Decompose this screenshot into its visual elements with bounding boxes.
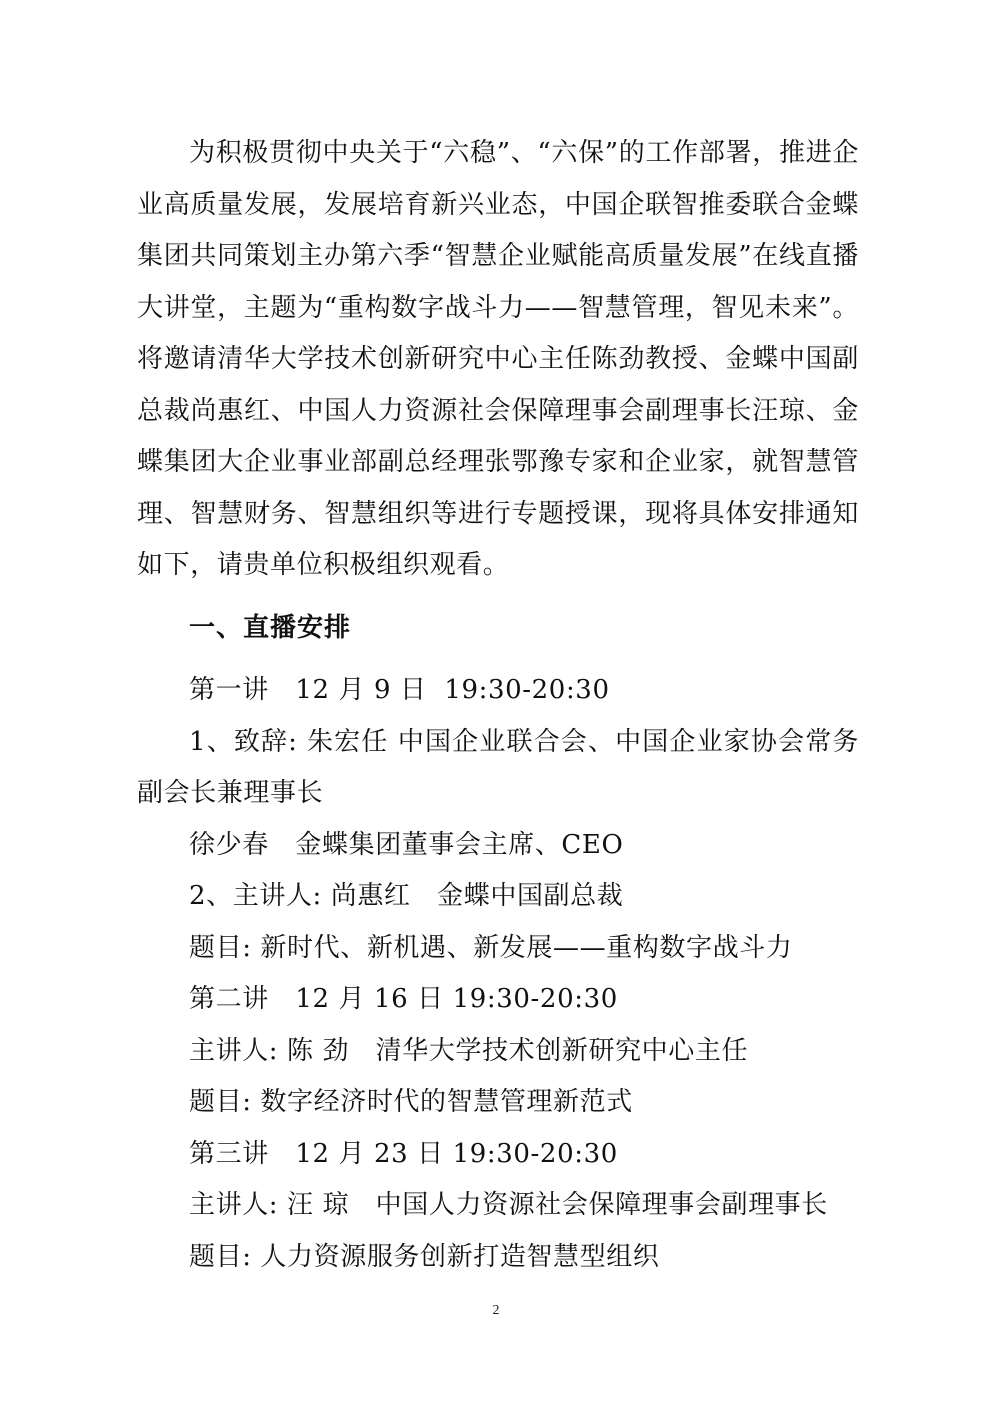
- schedule-line-topic-1: 题目: 新时代、新机遇、新发展——重构数字战斗力: [189, 932, 793, 963]
- intro-paragraph: 为积极贯彻中央关于“六稳”、“六保”的工作部署，推进企业高质量发展，发展培育新兴业态，中国企联智推委联合金蝶集团共同策划主办第六季“智慧企业赋能高质量发展”在线直播大讲堂，主题为“重构数字战斗力——智慧管理，智见未来”。将邀请清华大学技术创新研究中心主任陈劲教授、金蝶中国副总裁尚惠红、中国人力资源社会保障理事会副理事长汪琼、金蝶集团大企业事业部副总经理张鄂豫专家和企业家，就智慧管理、智慧财务、智慧组织等进行专题授课，现将具体安排通知如下，请贵单位积极组织观看。: [137, 138, 859, 580]
- schedule-line-topic-2: 题目: 数字经济时代的智慧管理新范式: [189, 1087, 633, 1117]
- schedule-line-lecturer-2: 主讲人: 陈 劲 清华大学技术创新研究中心主任: [189, 1035, 749, 1066]
- schedule-line-topic-3: 题目: 人力资源服务创新打造智慧型组织: [189, 1241, 660, 1272]
- schedule-line-opening-speech: 1、致辞: 朱宏任 中国企业联合会、中国企业家协会常务副会长兼理事长: [137, 726, 859, 808]
- schedule-line-lecture-3: 第三讲 12 月 23 日 19:30-20:30: [189, 1138, 618, 1169]
- schedule-line-lecture-2: 第二讲 12 月 16 日 19:30-20:30: [189, 984, 618, 1014]
- schedule-line-lecturer-1: 2、主讲人: 尚惠红 金蝶中国副总裁: [189, 881, 624, 911]
- schedule-line-second-speaker: 徐少春 金蝶集团董事会主席、CEO: [189, 829, 624, 860]
- schedule-list: [137, 665, 859, 1283]
- page-number: 2: [492, 1303, 500, 1318]
- schedule-line-lecture-1: 第一讲 12 月 9 日 19:30-20:30: [189, 675, 610, 705]
- section-heading-live-schedule: 一、直播安排: [189, 613, 352, 643]
- schedule-line-lecturer-3: 主讲人: 汪 琼 中国人力资源社会保障理事会副理事长: [189, 1190, 828, 1220]
